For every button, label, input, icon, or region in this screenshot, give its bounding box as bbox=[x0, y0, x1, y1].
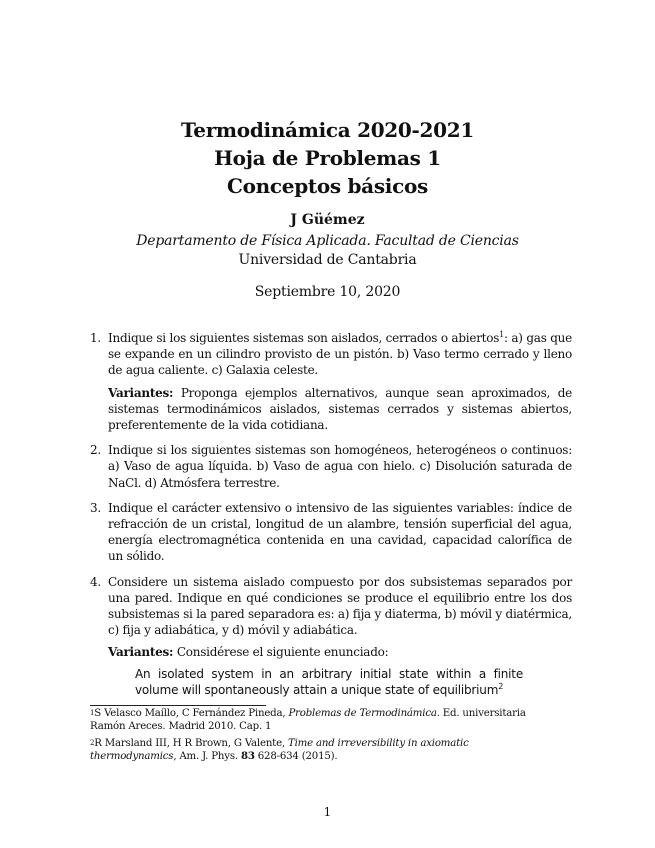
problem-2 bbox=[90, 442, 572, 491]
author: J Güémez bbox=[290, 212, 365, 228]
footnote-divider bbox=[90, 705, 266, 706]
footnote-work-title: Time and irreversibility in axiomatic thermodynamics bbox=[90, 737, 469, 763]
title-line-2: Hoja de Problemas 1 bbox=[214, 146, 441, 170]
variant-text: Considérese el siguiente enunciado: bbox=[176, 645, 389, 660]
problem-text: Considere un sistema aislado compuesto por dos subsistemas separados por una pared. Indique en qué condiciones se produce el equilibrio entre los dos subsistemas si la pared separadora es: a) fija y diaterma, b) móvil y diatérmica, c) fija y adiabática, y d) móvil y adiabática. bbox=[108, 574, 572, 638]
problem-number: 2. bbox=[90, 443, 101, 458]
affiliation: Departamento de Física Aplicada. Facultad de Ciencias bbox=[136, 233, 519, 249]
university: Universidad de Cantabria bbox=[238, 252, 417, 268]
problem-text: Indique el carácter extensivo o intensivo de las siguientes variables: índice de refracción de un cristal, longitud de un alambre, tensión superficial del agua, energía electromagnética contenida en una cavidad, capacidad calorífica de un sólido. bbox=[108, 500, 572, 564]
variant-label: Variantes: bbox=[108, 385, 174, 400]
footnote-number: 1 bbox=[90, 709, 95, 717]
title-line-1: Termodinámica 2020-2021 bbox=[180, 118, 475, 142]
footnote-mark[interactable]: 1 bbox=[499, 330, 504, 339]
footnote-mark[interactable]: 2 bbox=[498, 682, 504, 692]
problem-number: 4. bbox=[90, 574, 101, 589]
problem-variant bbox=[108, 644, 572, 660]
problem-number: 1. bbox=[90, 331, 101, 345]
problem-4 bbox=[90, 574, 572, 661]
quote-block bbox=[135, 666, 523, 698]
title-line-3: Conceptos básicos bbox=[227, 174, 428, 198]
variant-label: Variantes: bbox=[108, 645, 174, 660]
problem-text: Indique si los siguientes sistemas son homogéneos, heterogéneos o continuos: a) Vaso de agua líquida. b) Vaso de agua con hielo. c) Disolución saturada de NaCl. d) Atmósfera terrestre. bbox=[108, 443, 572, 490]
footnote-2: $^2$R Marsland III, H R Brown, G Valente, Time and irreversibility in axiomatic thermodynamics, Am. J. Phys. 83 628-634 (2015). bbox=[90, 737, 469, 763]
date: Septiembre 10, 2020 bbox=[254, 284, 401, 300]
footnote-number: 2 bbox=[90, 738, 95, 747]
document-title bbox=[0, 116, 655, 200]
footnote-1: $^1$S Velasco Maíllo, C Fernández Pineda, Problemas de Termodinámica. Ed. universitaria Ramón Areces. Madrid 2010. Cap. 1 bbox=[90, 708, 526, 733]
problem-text: Indique si los siguientes sistemas son aislados, cerrados o abiertos$^1$: a) gas que se expande en un cilindro provisto de un pistón. b) Vaso termo cerrado y lleno de agua caliente. c) Galaxia celeste. bbox=[108, 330, 573, 378]
footnotes bbox=[90, 707, 550, 764]
quote-text: An isolated system in an arbitrary initial state within a finite volume will spontaneously attain a unique state of equilibrium bbox=[135, 667, 523, 698]
problem-variant bbox=[108, 385, 572, 434]
footnote-work-title: Problemas de Termodinámica bbox=[288, 708, 437, 719]
problem-3 bbox=[90, 500, 572, 565]
problem-number: 3. bbox=[90, 500, 101, 515]
problem-1 bbox=[90, 330, 572, 433]
problem-list bbox=[90, 330, 572, 661]
variant-text: Proponga ejemplos alternativos, aunque sean aproximados, de sistemas termodinámicos aislados, sistemas cerrados y sistemas abiertos, preferentemente de la vida cotidiana. bbox=[108, 385, 572, 433]
page-number: 1 bbox=[323, 805, 332, 819]
journal-volume: 83 bbox=[240, 750, 255, 763]
